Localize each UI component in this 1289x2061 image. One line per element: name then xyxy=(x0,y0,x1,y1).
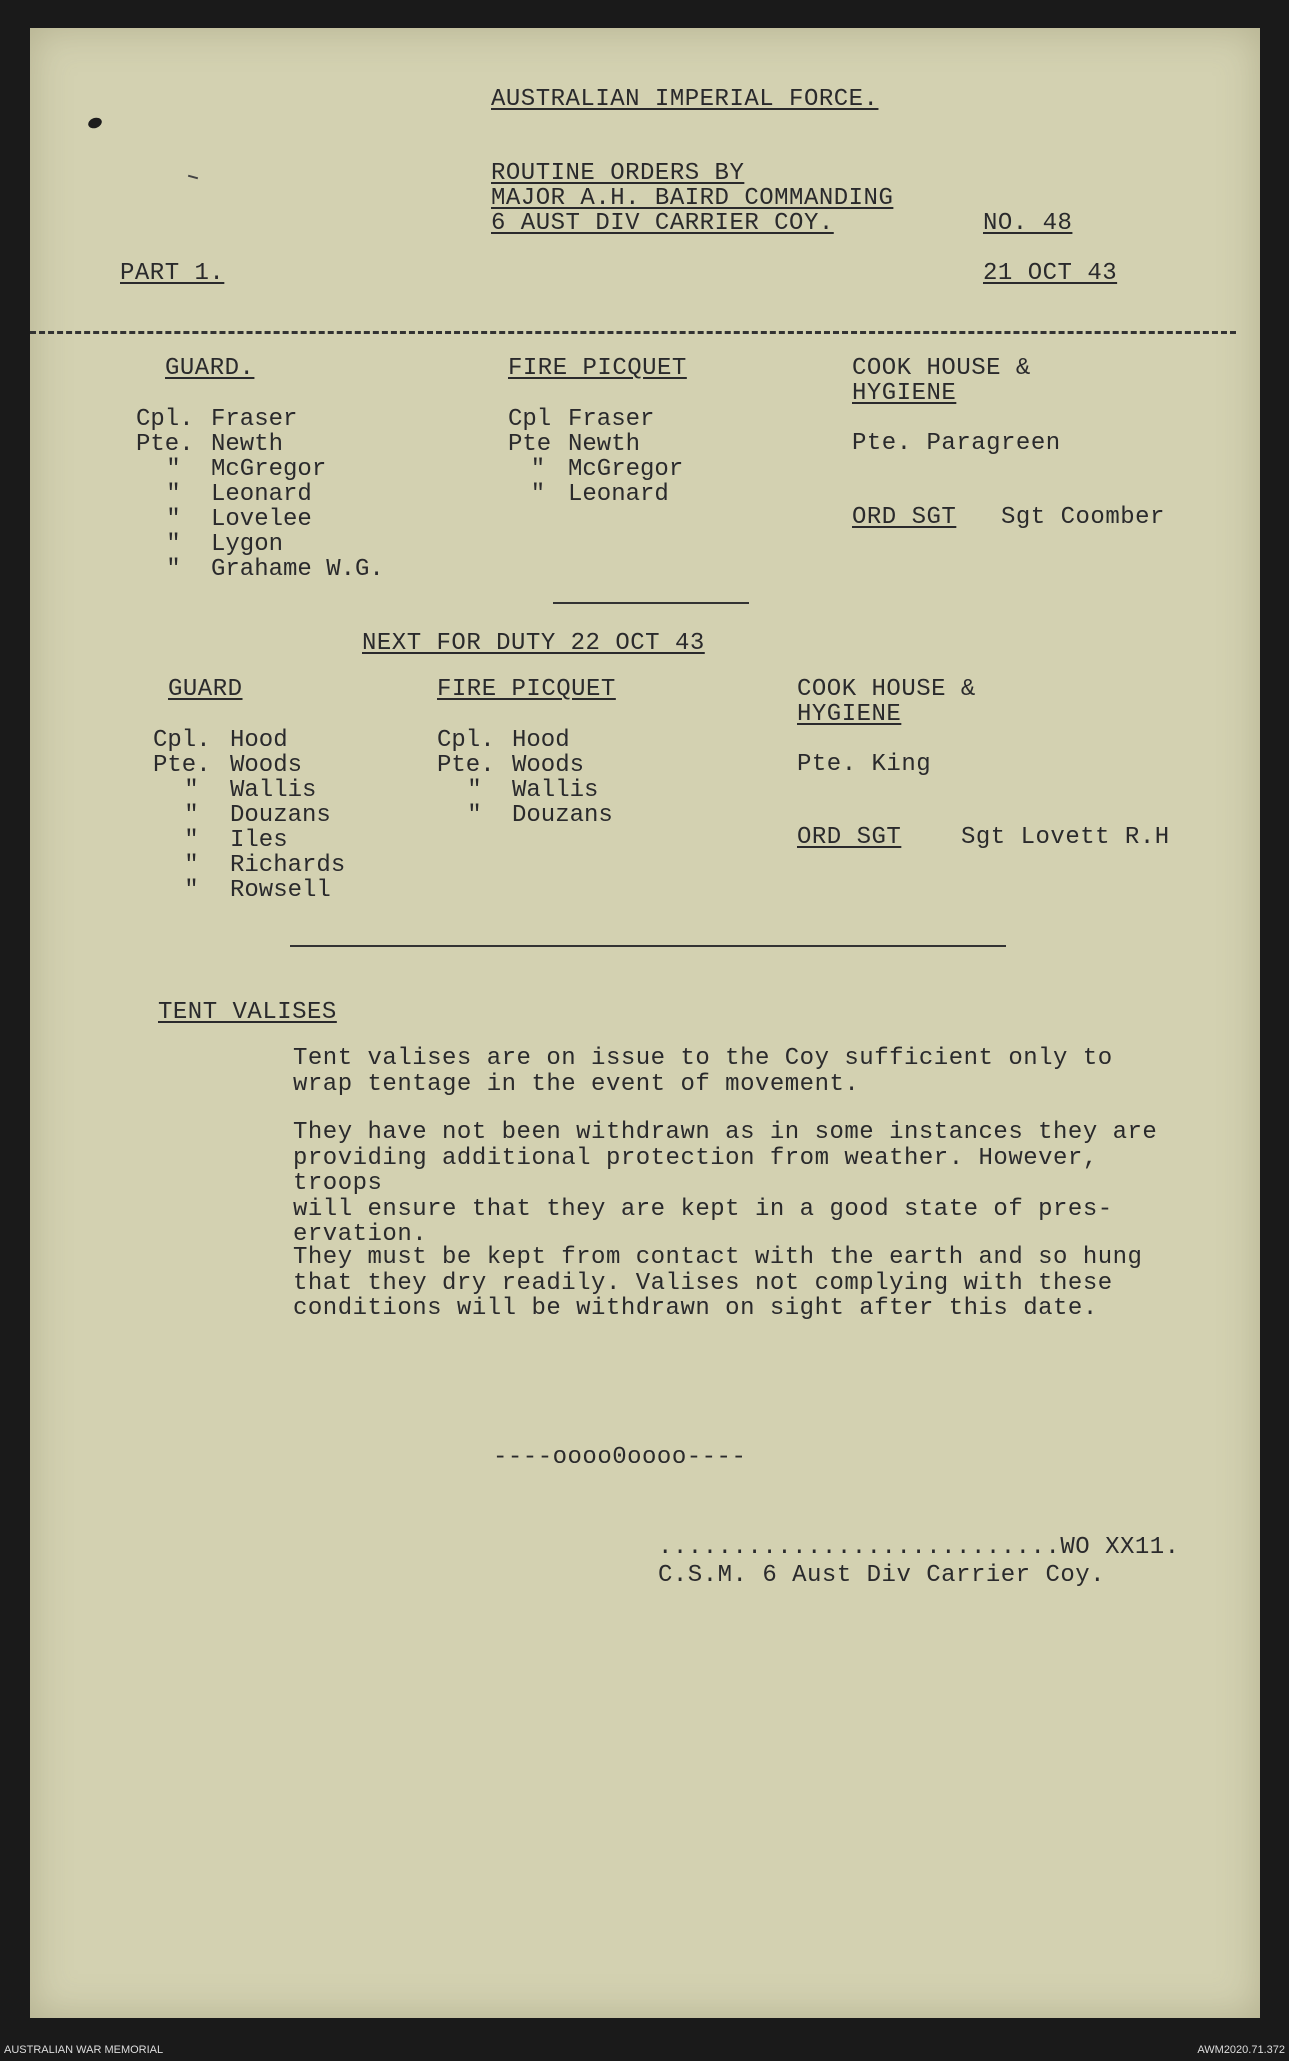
person-name: Leonard xyxy=(211,481,312,508)
duty-divider xyxy=(290,945,1006,947)
orders-line-1: ROUTINE ORDERS BY xyxy=(491,160,745,187)
cook-house-name: Pte. Paragreen xyxy=(852,430,1061,457)
person-name: Woods xyxy=(230,752,303,779)
person-row xyxy=(437,803,613,828)
person-name: Hood xyxy=(512,727,570,754)
rank: Pte. xyxy=(153,752,211,779)
person-name: Woods xyxy=(512,752,585,779)
order-number: NO. 48 xyxy=(983,210,1073,237)
next-cook-house-title: COOK HOUSE & xyxy=(797,676,976,703)
end-divider: ----oooo0oooo---- xyxy=(493,1444,747,1471)
person-name: Wallis xyxy=(512,777,599,804)
person-name: Newth xyxy=(568,431,641,458)
person-name: Richards xyxy=(230,852,346,879)
person-row xyxy=(153,728,345,753)
person-name: McGregor xyxy=(568,456,684,483)
org-title: AUSTRALIAN IMPERIAL FORCE. xyxy=(491,86,879,113)
rank: " xyxy=(184,852,199,879)
rank: " xyxy=(530,456,546,483)
rank: Cpl. xyxy=(153,727,211,754)
person-row xyxy=(136,432,384,457)
next-guard-title: GUARD xyxy=(168,676,243,703)
person-name: Hood xyxy=(230,727,288,754)
fire-picquet-list xyxy=(508,407,683,507)
person-name: Iles xyxy=(230,827,288,854)
person-row xyxy=(153,753,345,778)
ord-sgt-label: ORD SGT xyxy=(852,504,957,531)
person-row xyxy=(153,853,345,878)
person-row xyxy=(508,457,683,482)
footer-credit: AUSTRALIAN WAR MEMORIAL xyxy=(4,2044,164,2056)
person-name: Lovelee xyxy=(211,506,312,533)
rank: " xyxy=(467,802,482,829)
orders-line-3: 6 AUST DIV CARRIER COY. xyxy=(491,210,834,237)
rank: " xyxy=(166,481,181,508)
person-row xyxy=(153,803,345,828)
person-row xyxy=(437,728,613,753)
rank: " xyxy=(184,877,199,904)
person-name: Leonard xyxy=(568,481,669,508)
next-duty-title: NEXT FOR DUTY 22 OCT 43 xyxy=(362,630,705,657)
guard-title: GUARD. xyxy=(165,355,255,382)
rank: Cpl xyxy=(508,406,552,433)
next-ord-sgt-label: ORD SGT xyxy=(797,824,902,851)
part-label: PART 1. xyxy=(120,260,225,287)
rank: Pte. xyxy=(437,752,495,779)
rank: Cpl. xyxy=(136,406,194,433)
person-row xyxy=(136,457,384,482)
person-row xyxy=(153,878,345,903)
rank: Pte xyxy=(508,431,552,458)
rank: " xyxy=(184,802,199,829)
rank: " xyxy=(166,556,181,583)
rank: " xyxy=(166,531,181,558)
person-row xyxy=(153,828,345,853)
person-name: McGregor xyxy=(211,456,327,483)
person-name: Grahame W.G. xyxy=(211,556,384,583)
person-name: Fraser xyxy=(568,406,655,433)
person-row xyxy=(508,432,683,457)
person-row xyxy=(136,407,384,432)
tent-paragraph-1: Tent valises are on issue to the Coy sufficient only to wrap tentage in the event of movement. xyxy=(293,1045,1113,1098)
rank: " xyxy=(467,777,482,804)
next-cook-house-name: Pte. King xyxy=(797,751,932,778)
hygiene-title: HYGIENE xyxy=(852,380,957,407)
guard-list xyxy=(136,407,384,582)
footer-reference: AWM2020.71.372 xyxy=(1197,2044,1285,2056)
tent-valises-title: TENT VALISES xyxy=(158,999,337,1026)
rank: Pte. xyxy=(136,431,194,458)
person-row xyxy=(508,482,683,507)
rank: " xyxy=(184,777,199,804)
orders-line-2: MAJOR A.H. BAIRD COMMANDING xyxy=(491,185,894,212)
rank: Cpl. xyxy=(437,727,495,754)
fire-picquet-title: FIRE PICQUET xyxy=(508,355,687,382)
person-name: Douzans xyxy=(512,802,613,829)
tent-paragraph-3: They must be kept from contact with the earth and so hung that they dry readily. Valises not complying with these conditions will be withdrawn on sight after this date. xyxy=(293,1244,1143,1322)
cook-house-title: COOK HOUSE & xyxy=(852,355,1031,382)
person-row xyxy=(153,778,345,803)
person-name: Douzans xyxy=(230,802,331,829)
signature-line: ...........................WO XX11. xyxy=(658,1534,1180,1561)
person-row xyxy=(508,407,683,432)
person-name: Fraser xyxy=(211,406,298,433)
rank: " xyxy=(166,456,181,483)
next-fire-picquet-list xyxy=(437,728,613,828)
section-divider xyxy=(553,602,749,604)
next-hygiene-title: HYGIENE xyxy=(797,701,902,728)
person-name: Newth xyxy=(211,431,284,458)
order-date: 21 OCT 43 xyxy=(983,260,1118,287)
person-name: Rowsell xyxy=(230,877,331,904)
next-fire-picquet-title: FIRE PICQUET xyxy=(437,676,616,703)
person-row xyxy=(437,778,613,803)
person-row xyxy=(136,482,384,507)
person-row xyxy=(136,507,384,532)
header-divider xyxy=(30,331,1236,334)
person-row xyxy=(136,557,384,582)
person-name: Lygon xyxy=(211,531,284,558)
person-name: Wallis xyxy=(230,777,317,804)
rank: " xyxy=(166,506,181,533)
person-row xyxy=(136,532,384,557)
person-row xyxy=(437,753,613,778)
next-ord-sgt-name: Sgt Lovett R.H xyxy=(961,824,1170,851)
signature-title: C.S.M. 6 Aust Div Carrier Coy. xyxy=(658,1562,1106,1589)
rank: " xyxy=(530,481,546,508)
ord-sgt-name: Sgt Coomber xyxy=(1001,504,1165,531)
rank: " xyxy=(184,827,199,854)
next-guard-list xyxy=(153,728,345,903)
tent-paragraph-2: They have not been withdrawn as in some instances they are providing additional protection from weather. However, troops will ensure that they are kept in a good state of pres- ervation. xyxy=(293,1119,1158,1248)
